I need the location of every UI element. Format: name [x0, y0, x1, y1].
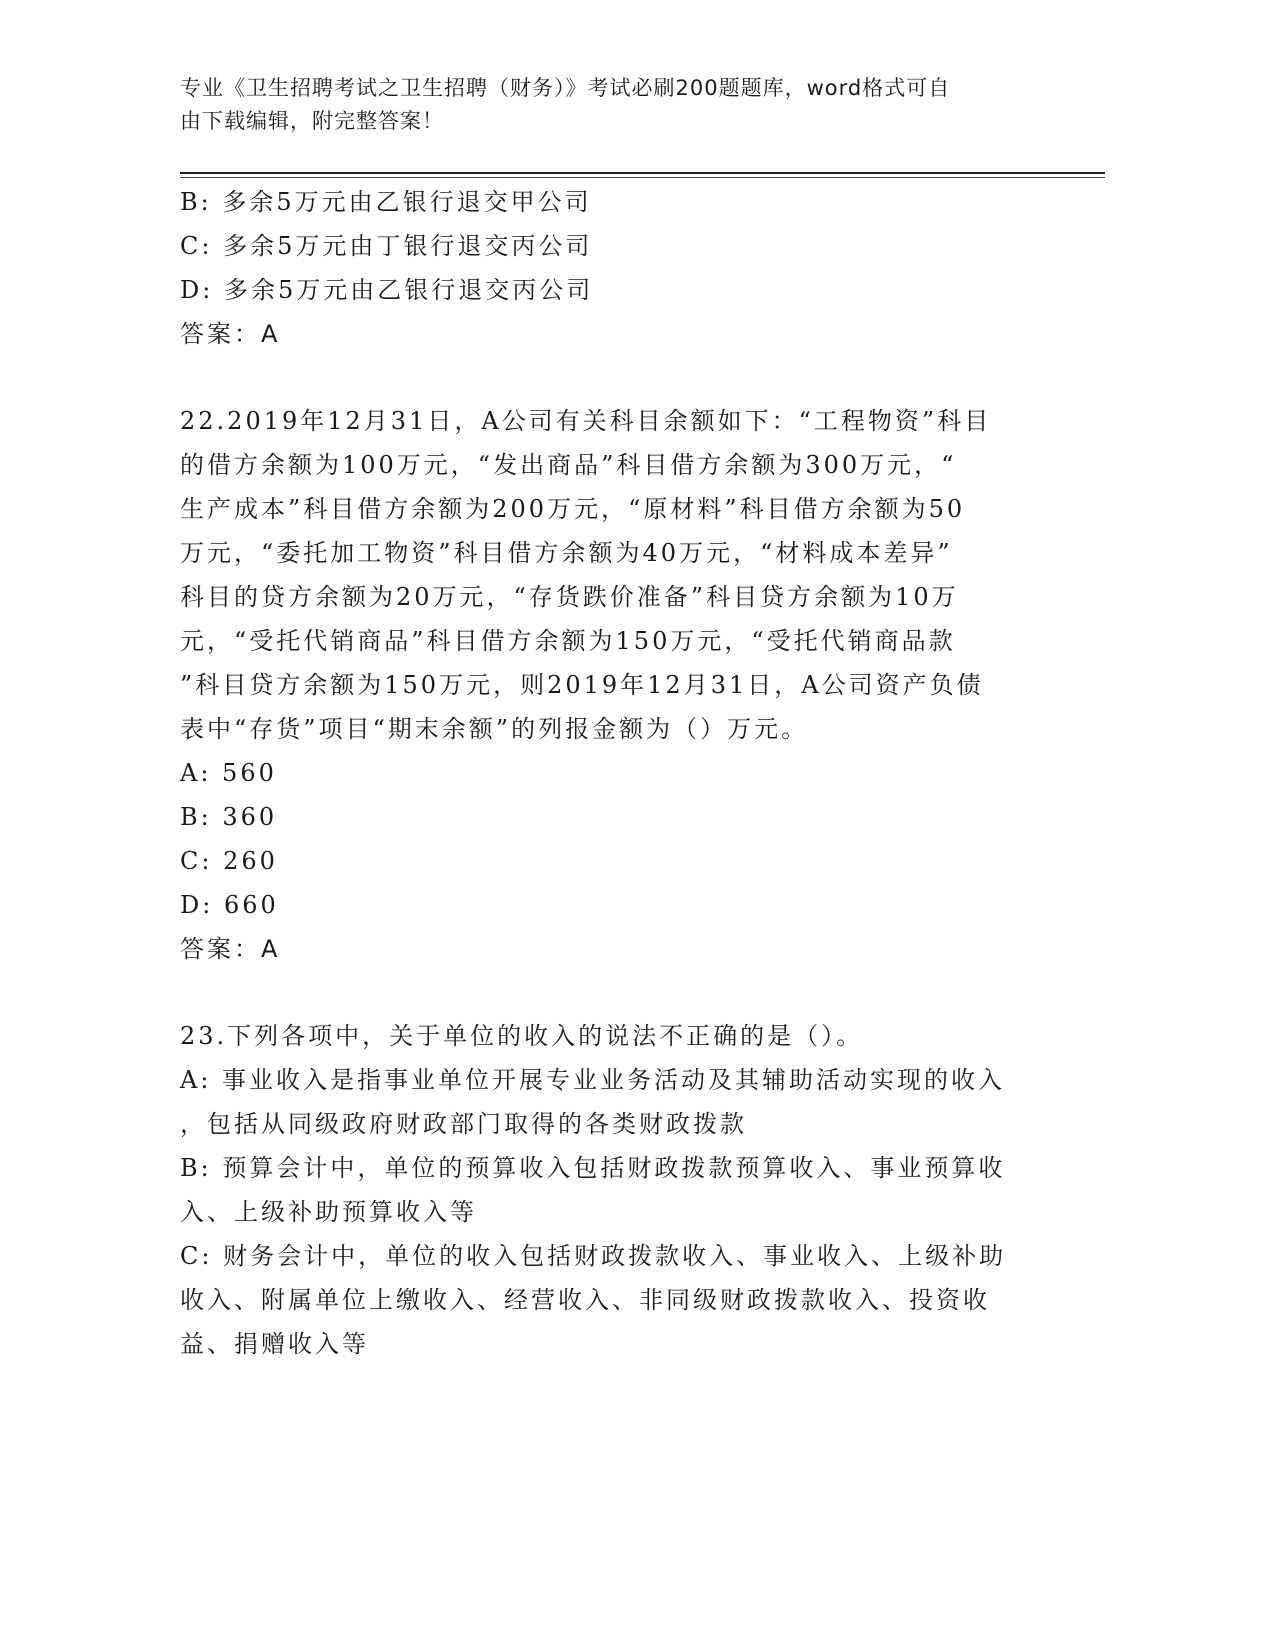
q22-option-a: A: 560 — [180, 759, 277, 787]
q23-option-c-line: C: 财务会计中，单位的收入包括财政拨款收入、事业收入、上级补助 — [180, 1242, 1007, 1270]
q23-option-c-line: 收入、附属单位上缴收入、经营收入、非同级财政拨款收入、投资收 — [180, 1286, 990, 1314]
header-title-line-2: 由下载编辑，附完整答案！ — [180, 109, 444, 133]
q21-answer: 答案：A — [180, 320, 281, 348]
q22-answer: 答案：A — [180, 935, 281, 963]
q22-stem-line: 元，“受托代销商品”科目借方余额为150万元，“受托代销商品款 — [180, 627, 956, 655]
q23-option-a-line: ，包括从同级政府财政部门取得的各类财政拨款 — [180, 1110, 747, 1138]
q22-option-c: C: 260 — [180, 847, 278, 875]
q21-option-b: B: 多余5万元由乙银行退交甲公司 — [180, 188, 592, 216]
question-content — [180, 180, 1030, 1366]
q22-option-b: B: 360 — [180, 803, 278, 831]
q22-stem-line: ”科目贷方余额为150万元，则2019年12月31日，A公司资产负债 — [180, 671, 984, 699]
q22-stem-line: 生产成本”科目借方余额为200万元，“原材料”科目借方余额为50 — [180, 495, 966, 523]
q21-option-c: C: 多余5万元由丁银行退交丙公司 — [180, 232, 593, 260]
q23-option-b — [180, 1146, 1030, 1234]
q22-stem-line: 科目的贷方余额为20万元，“存货跌价准备”科目贷方余额为10万 — [180, 583, 959, 611]
q22-option-d: D: 660 — [180, 891, 279, 919]
q23-option-c-line: 益、捐赠收入等 — [180, 1330, 369, 1358]
spacer — [180, 971, 1030, 1014]
q23-stem: 23.下列各项中，关于单位的收入的说法不正确的是（）。 — [180, 1022, 864, 1050]
q22-stem-line: 表中“存货”项目“期末余额”的列报金额为（）万元。 — [180, 715, 809, 743]
q22-stem-line: 的借方余额为100万元，“发出商品”科目借方余额为300万元，“ — [180, 451, 957, 479]
header-divider-thick — [180, 172, 1105, 174]
header-divider-thin — [180, 177, 1105, 178]
q23-option-a — [180, 1058, 1030, 1146]
document-header — [180, 72, 1040, 138]
q23-option-b-line: 入、上级补助预算收入等 — [180, 1198, 477, 1226]
q23-option-c — [180, 1234, 1030, 1366]
header-title-line-1: 专业《卫生招聘考试之卫生招聘（财务）》考试必刷200题题库，word格式可自 — [180, 76, 951, 100]
q22-stem-line: 万元，“委托加工物资”科目借方余额为40万元，“材料成本差异” — [180, 539, 953, 567]
q22-stem — [180, 399, 1030, 751]
q23-option-b-line: B: 预算会计中，单位的预算收入包括财政拨款预算收入、事业预算收 — [180, 1154, 1006, 1182]
spacer — [180, 356, 1030, 399]
q23-option-a-line: A: 事业收入是指事业单位开展专业业务活动及其辅助活动实现的收入 — [180, 1066, 1006, 1094]
q22-stem-line: 22.2019年12月31日，A公司有关科目余额如下：“工程物资”科目 — [180, 407, 992, 435]
q21-option-d: D: 多余5万元由乙银行退交丙公司 — [180, 276, 594, 304]
